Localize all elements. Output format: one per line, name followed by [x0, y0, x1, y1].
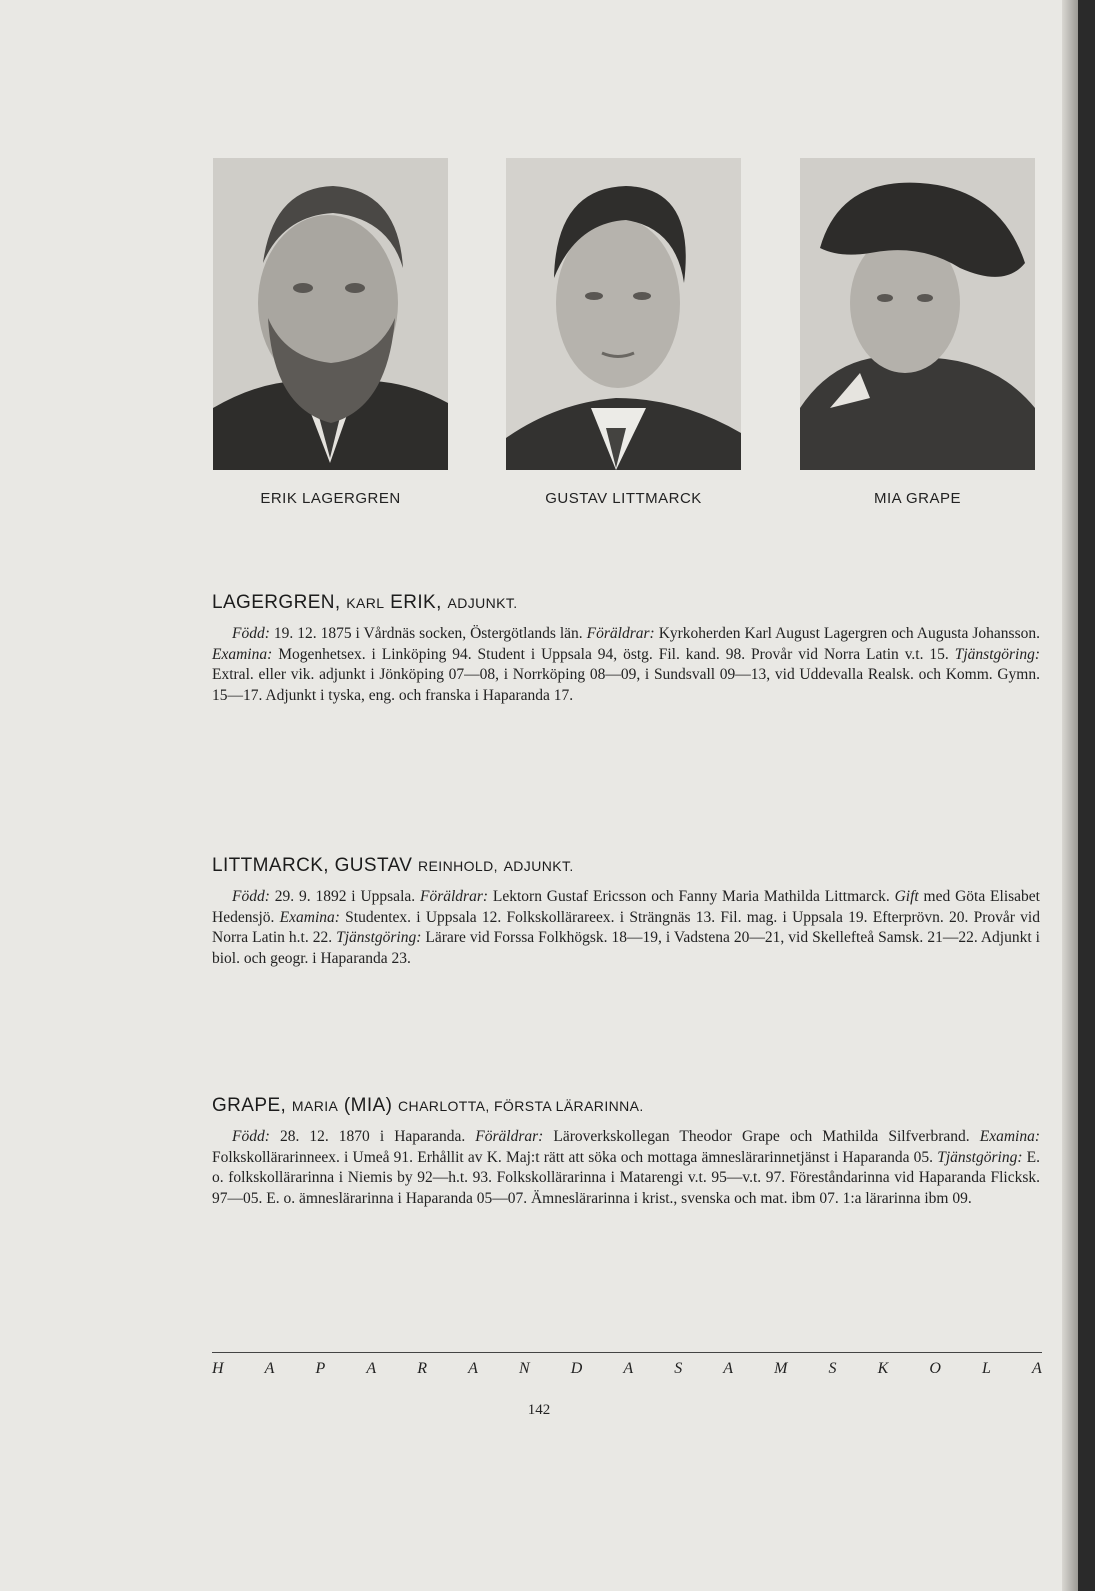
footer-letter: A — [366, 1360, 377, 1377]
portrait-caption: GUSTAV LITTMARCK — [545, 490, 702, 507]
footer-letter: H — [212, 1360, 224, 1377]
footer-letter: S — [674, 1360, 683, 1377]
photo-mia-grape — [800, 158, 1035, 470]
footer-letter: A — [468, 1360, 478, 1377]
entry-body: Född: 19. 12. 1875 i Vårdnäs socken, Östergötlands län. Föräldrar: Kyrkoherden Karl August Lagergren och Augusta Johansson. Examina: Mogenhetsex. i Linköping 94. Student i Uppsala 94, östg. Fil. kand. 98. Provår vid Norra Latin v.t. 15. Tjänstgöring: Extral. eller vik. adjunkt i Jönköping 07—08, i Norrköping 08—09, i Sundsvall 09—13, vid Uddevalla Realsk. och Komm. Gymn. 15—17. Adjunkt i tyska, eng. och franska i Haparanda 17. — [212, 625, 1040, 704]
entry-heading: LAGERGREN, KARL ERIK, ADJUNKT. — [212, 592, 518, 613]
footer-letter: K — [877, 1360, 889, 1377]
footer-letter: S — [828, 1360, 837, 1377]
portrait-row — [213, 158, 1035, 518]
footer-letter: L — [982, 1360, 991, 1377]
portrait-caption: ERIK LAGERGREN — [260, 490, 401, 507]
entry-heading: GRAPE, MARIA (MIA) CHARLOTTA, FÖRSTA LÄRARINNA. — [212, 1095, 644, 1116]
footer-letter: A — [264, 1360, 275, 1377]
running-footer — [212, 1360, 1042, 1378]
footer-letter: P — [315, 1360, 326, 1377]
photo-gustav-littmarck — [506, 158, 741, 470]
footer-rule — [212, 1352, 1042, 1353]
portrait-erik-lagergren — [213, 158, 448, 507]
footer-letter: A — [1031, 1360, 1042, 1377]
biography-entry-grape — [212, 1095, 1040, 1209]
portrait-gustav-littmarck — [506, 158, 741, 507]
entry-body: Född: 29. 9. 1892 i Uppsala. Föräldrar: Lektorn Gustaf Ericsson och Fanny Maria Mathilda Littmarck. Gift med Göta Elisabet Hedensjö. Examina: Studentex. i Uppsala 12. Folkskollärareex. i Strängnäs 13. Fil. mag. i Uppsala 19. Efterprövn. 20. Provår vid Norra Latin h.t. 22. Tjänstgöring: Lärare vid Forssa Folkhögsk. 18—19, i Vadstena 20—21, vid Skellefteå Samsk. 21—22. Adjunkt i biol. och geogr. i Haparanda 23. — [212, 888, 1040, 967]
footer-letter: N — [518, 1360, 530, 1377]
portrait-mia-grape — [800, 158, 1035, 507]
entry-body: Född: 28. 12. 1870 i Haparanda. Föräldrar: Läroverkskollegan Theodor Grape och Mathilda Silfverbrand. Examina: Folkskollärarinneex. i Umeå 91. Erhållit av K. Maj:t rätt att söka och mottaga ämneslärarinnetjänst i Haparanda 05. Tjänstgöring: E. o. folkskollärarinna i Niemis by 92—h.t. 93. Folkskollärarinna i Matarengi v.t. 95—v.t. 97. Föreståndarinna vid Haparanda Flicksk. 97—05. E. o. ämneslärarinna i Haparanda 05—07. Ämneslärarinna i krist., svenska och mat. ibm 07. 1:a lärarinna ibm 09. — [212, 1128, 1041, 1207]
footer-letter: A — [723, 1360, 734, 1377]
page-edge — [1062, 0, 1078, 1591]
footer-letter: M — [774, 1360, 788, 1377]
footer-letter: O — [929, 1360, 941, 1377]
entry-heading: LITTMARCK, GUSTAV REINHOLD, ADJUNKT. — [212, 855, 574, 876]
page-number: 142 — [527, 1402, 551, 1418]
biography-entry-littmarck — [212, 855, 1040, 969]
portrait-caption: MIA GRAPE — [873, 490, 962, 507]
footer-letter: D — [570, 1360, 583, 1377]
footer-letter: R — [417, 1360, 427, 1377]
footer-letter: A — [623, 1360, 634, 1377]
photo-erik-lagergren — [213, 158, 448, 470]
biography-entry-lagergren — [212, 592, 1040, 706]
